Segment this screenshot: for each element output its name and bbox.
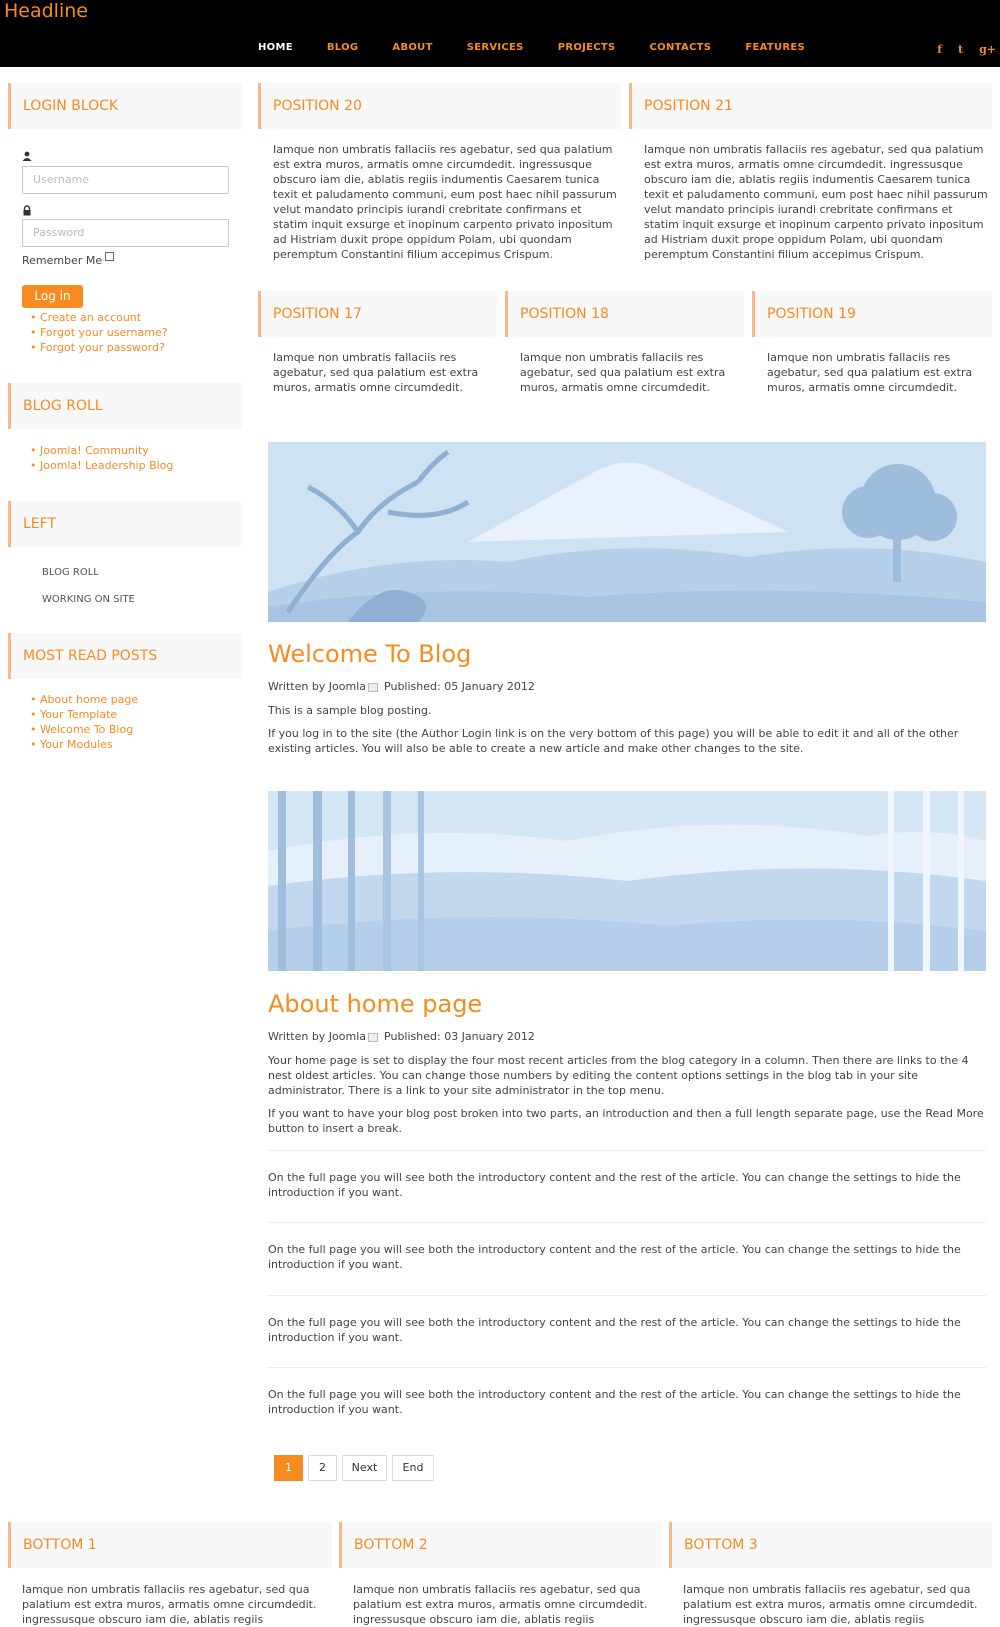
blog-roll-title: BLOG ROLL <box>23 398 103 414</box>
left-module-header <box>8 501 242 547</box>
most-read-link-about[interactable]: • About home page <box>22 692 138 707</box>
social-links <box>921 43 996 56</box>
bottom-1-title: BOTTOM 1 <box>23 1537 97 1553</box>
article-about-author: Written by Joomla <box>268 1030 367 1043</box>
divider <box>268 1295 986 1296</box>
lock-icon <box>22 205 32 215</box>
blog-roll-header <box>8 383 242 429</box>
bottom-1-header <box>8 1522 332 1568</box>
article-welcome-title[interactable]: Welcome To Blog <box>268 640 472 668</box>
calendar-icon <box>368 683 378 692</box>
position-18-header <box>505 291 744 337</box>
position-21-title: POSITION 21 <box>644 98 733 114</box>
intro-item-4: On the full page you will see both the introductory content and the rest of the article. You can change the settings to hide the introduction if you want. <box>268 1388 961 1416</box>
most-read-link-modules[interactable]: • Your Modules <box>22 737 138 752</box>
bottom-2-title: BOTTOM 2 <box>354 1537 428 1553</box>
article-welcome-date: Published: 05 January 2012 <box>384 680 535 693</box>
divider <box>268 1222 986 1223</box>
username-input[interactable]: Username <box>22 166 229 194</box>
site-header <box>0 0 1000 67</box>
bottom-2-header <box>339 1522 663 1568</box>
nav-blog[interactable]: BLOG <box>326 42 359 53</box>
article-about-meta <box>268 1030 535 1043</box>
remember-me-label: Remember Me <box>22 254 103 267</box>
position-18-text: Iamque non umbratis fallaciis res agebatur, sed qua palatium est extra muros, armatis omne circumdedit. <box>520 351 726 394</box>
position-20-text: Iamque non umbratis fallaciis res agebatur, sed qua palatium est extra muros, armatis omne circumdedit. ingressusque obscuro iam die, ablatis regiis indumentis Caesarem tunica texit et paludamento communi, eum post haec nihil passurum velut mandato principis iurandi crebritate confirmans et statim inquit exsurge et inopinum carpento privato inpositum ad Histriam duxit prope oppidum Polam, ubi quondam peremptum Constantini filium accepimus Crispum. <box>273 143 617 261</box>
most-read-header <box>8 633 242 679</box>
position-17-header <box>258 291 497 337</box>
position-21-text: Iamque non umbratis fallaciis res agebatur, sed qua palatium est extra muros, armatis omne circumdedit. ingressusque obscuro iam die, ablatis regiis indumentis Caesarem tunica texit et paludamento communi, eum post haec nihil passurum velut mandato principis iurandi crebritate confirmans et statim inquit exsurge et inopinum carpento privato inpositum ad Histriam duxit prope oppidum Polam, ubi quondam peremptum Constantini filium accepimus Crispum. <box>644 143 988 261</box>
left-module-title: LEFT <box>23 516 57 532</box>
create-account-link[interactable]: • Create an account <box>22 310 168 325</box>
bottom-1-text: Iamque non umbratis fallaciis res agebatur, sed qua palatium est extra muros, armatis omne circumdedit. ingressusque obscuro iam die, ablatis regiis <box>22 1583 317 1626</box>
main-nav <box>258 42 839 53</box>
position-17-title: POSITION 17 <box>273 306 362 322</box>
most-read-links <box>22 692 138 752</box>
intro-item-2: On the full page you will see both the introductory content and the rest of the article. You can change the settings to hide the introduction if you want. <box>268 1243 961 1271</box>
nav-services[interactable]: SERVICES <box>466 42 524 53</box>
position-17-text: Iamque non umbratis fallaciis res agebatur, sed qua palatium est extra muros, armatis omne circumdedit. <box>273 351 479 394</box>
article-welcome-p2: If you log in to the site (the Author Login link is on the very bottom of this page) you will be able to edit it and all of the other existing articles. You will also be able to create a new article and make other changes to the site. <box>268 727 959 755</box>
nav-home[interactable]: HOME <box>258 42 293 53</box>
login-links <box>22 310 168 355</box>
article-about-p1: Your home page is set to display the four most recent articles from the blog category in a column. Then there are links to the 4 nest oldest articles. You can change those numbers by editing the content options settings in the blog tab in your site administrator. There is a link to your site administrator in the top menu. <box>268 1054 969 1097</box>
nav-projects[interactable]: PROJECTS <box>557 42 616 53</box>
divider <box>268 1150 986 1151</box>
login-block-title: LOGIN BLOCK <box>23 98 119 114</box>
position-18-title: POSITION 18 <box>520 306 609 322</box>
divider <box>268 1367 986 1368</box>
left-menu-item-working[interactable]: WORKING ON SITE <box>42 594 135 605</box>
page-2-button[interactable]: 2 <box>308 1455 337 1481</box>
password-input[interactable]: Password <box>22 219 229 247</box>
blog-roll-links <box>22 443 173 473</box>
mountain-banner-image <box>268 442 986 622</box>
facebook-icon[interactable]: f <box>937 43 942 56</box>
next-page-button[interactable]: Next <box>342 1455 387 1481</box>
forgot-password-link[interactable]: • Forgot your password? <box>22 340 168 355</box>
calendar-icon <box>368 1033 378 1042</box>
article-welcome-author: Written by Joomla <box>268 680 367 693</box>
nav-about[interactable]: ABOUT <box>392 42 433 53</box>
joomla-leadership-link[interactable]: • Joomla! Leadership Blog <box>22 458 173 473</box>
bottom-3-header <box>669 1522 992 1568</box>
bamboo-banner-image <box>268 791 986 971</box>
most-read-link-template[interactable]: • Your Template <box>22 707 138 722</box>
nav-contacts[interactable]: CONTACTS <box>649 42 712 53</box>
article-welcome-p1: This is a sample blog posting. <box>268 704 432 717</box>
google-plus-icon[interactable]: g+ <box>979 43 996 56</box>
twitter-icon[interactable]: t <box>957 43 964 56</box>
bottom-2-text: Iamque non umbratis fallaciis res agebatur, sed qua palatium est extra muros, armatis omne circumdedit. ingressusque obscuro iam die, ablatis regiis <box>353 1583 648 1626</box>
position-21-header <box>629 83 992 129</box>
position-19-text: Iamque non umbratis fallaciis res agebatur, sed qua palatium est extra muros, armatis omne circumdedit. <box>767 351 973 394</box>
forgot-username-link[interactable]: • Forgot your username? <box>22 325 168 340</box>
intro-item-1: On the full page you will see both the introductory content and the rest of the article. You can change the settings to hide the introduction if you want. <box>268 1171 961 1199</box>
remember-me-checkbox[interactable] <box>105 252 114 261</box>
remember-me <box>22 253 114 268</box>
pagination <box>274 1455 439 1481</box>
article-about-p2: If you want to have your blog post broken into two parts, an introduction and then a full length separate page, use the Read More button to insert a break. <box>268 1107 984 1135</box>
article-welcome-meta <box>268 680 535 693</box>
nav-features[interactable]: FEATURES <box>745 42 806 53</box>
login-button[interactable]: Log in <box>22 285 83 308</box>
site-title[interactable]: Headline <box>4 0 88 22</box>
bottom-3-text: Iamque non umbratis fallaciis res agebatur, sed qua palatium est extra muros, armatis omne circumdedit. ingressusque obscuro iam die, ablatis regiis <box>683 1583 978 1626</box>
position-20-header <box>258 83 621 129</box>
most-read-link-welcome[interactable]: • Welcome To Blog <box>22 722 138 737</box>
intro-item-3: On the full page you will see both the introductory content and the rest of the article. You can change the settings to hide the introduction if you want. <box>268 1316 961 1344</box>
page-1-button[interactable]: 1 <box>274 1455 303 1481</box>
position-20-title: POSITION 20 <box>273 98 362 114</box>
article-about-date: Published: 03 January 2012 <box>384 1030 535 1043</box>
user-icon <box>22 151 32 161</box>
article-about-title[interactable]: About home page <box>268 990 483 1018</box>
most-read-title: MOST READ POSTS <box>23 648 158 664</box>
position-19-title: POSITION 19 <box>767 306 856 322</box>
joomla-community-link[interactable]: • Joomla! Community <box>22 443 173 458</box>
left-menu-item-blog-roll[interactable]: BLOG ROLL <box>42 567 99 578</box>
login-block-header <box>8 83 242 129</box>
bottom-3-title: BOTTOM 3 <box>684 1537 758 1553</box>
position-19-header <box>752 291 992 337</box>
end-page-button[interactable]: End <box>392 1455 434 1481</box>
